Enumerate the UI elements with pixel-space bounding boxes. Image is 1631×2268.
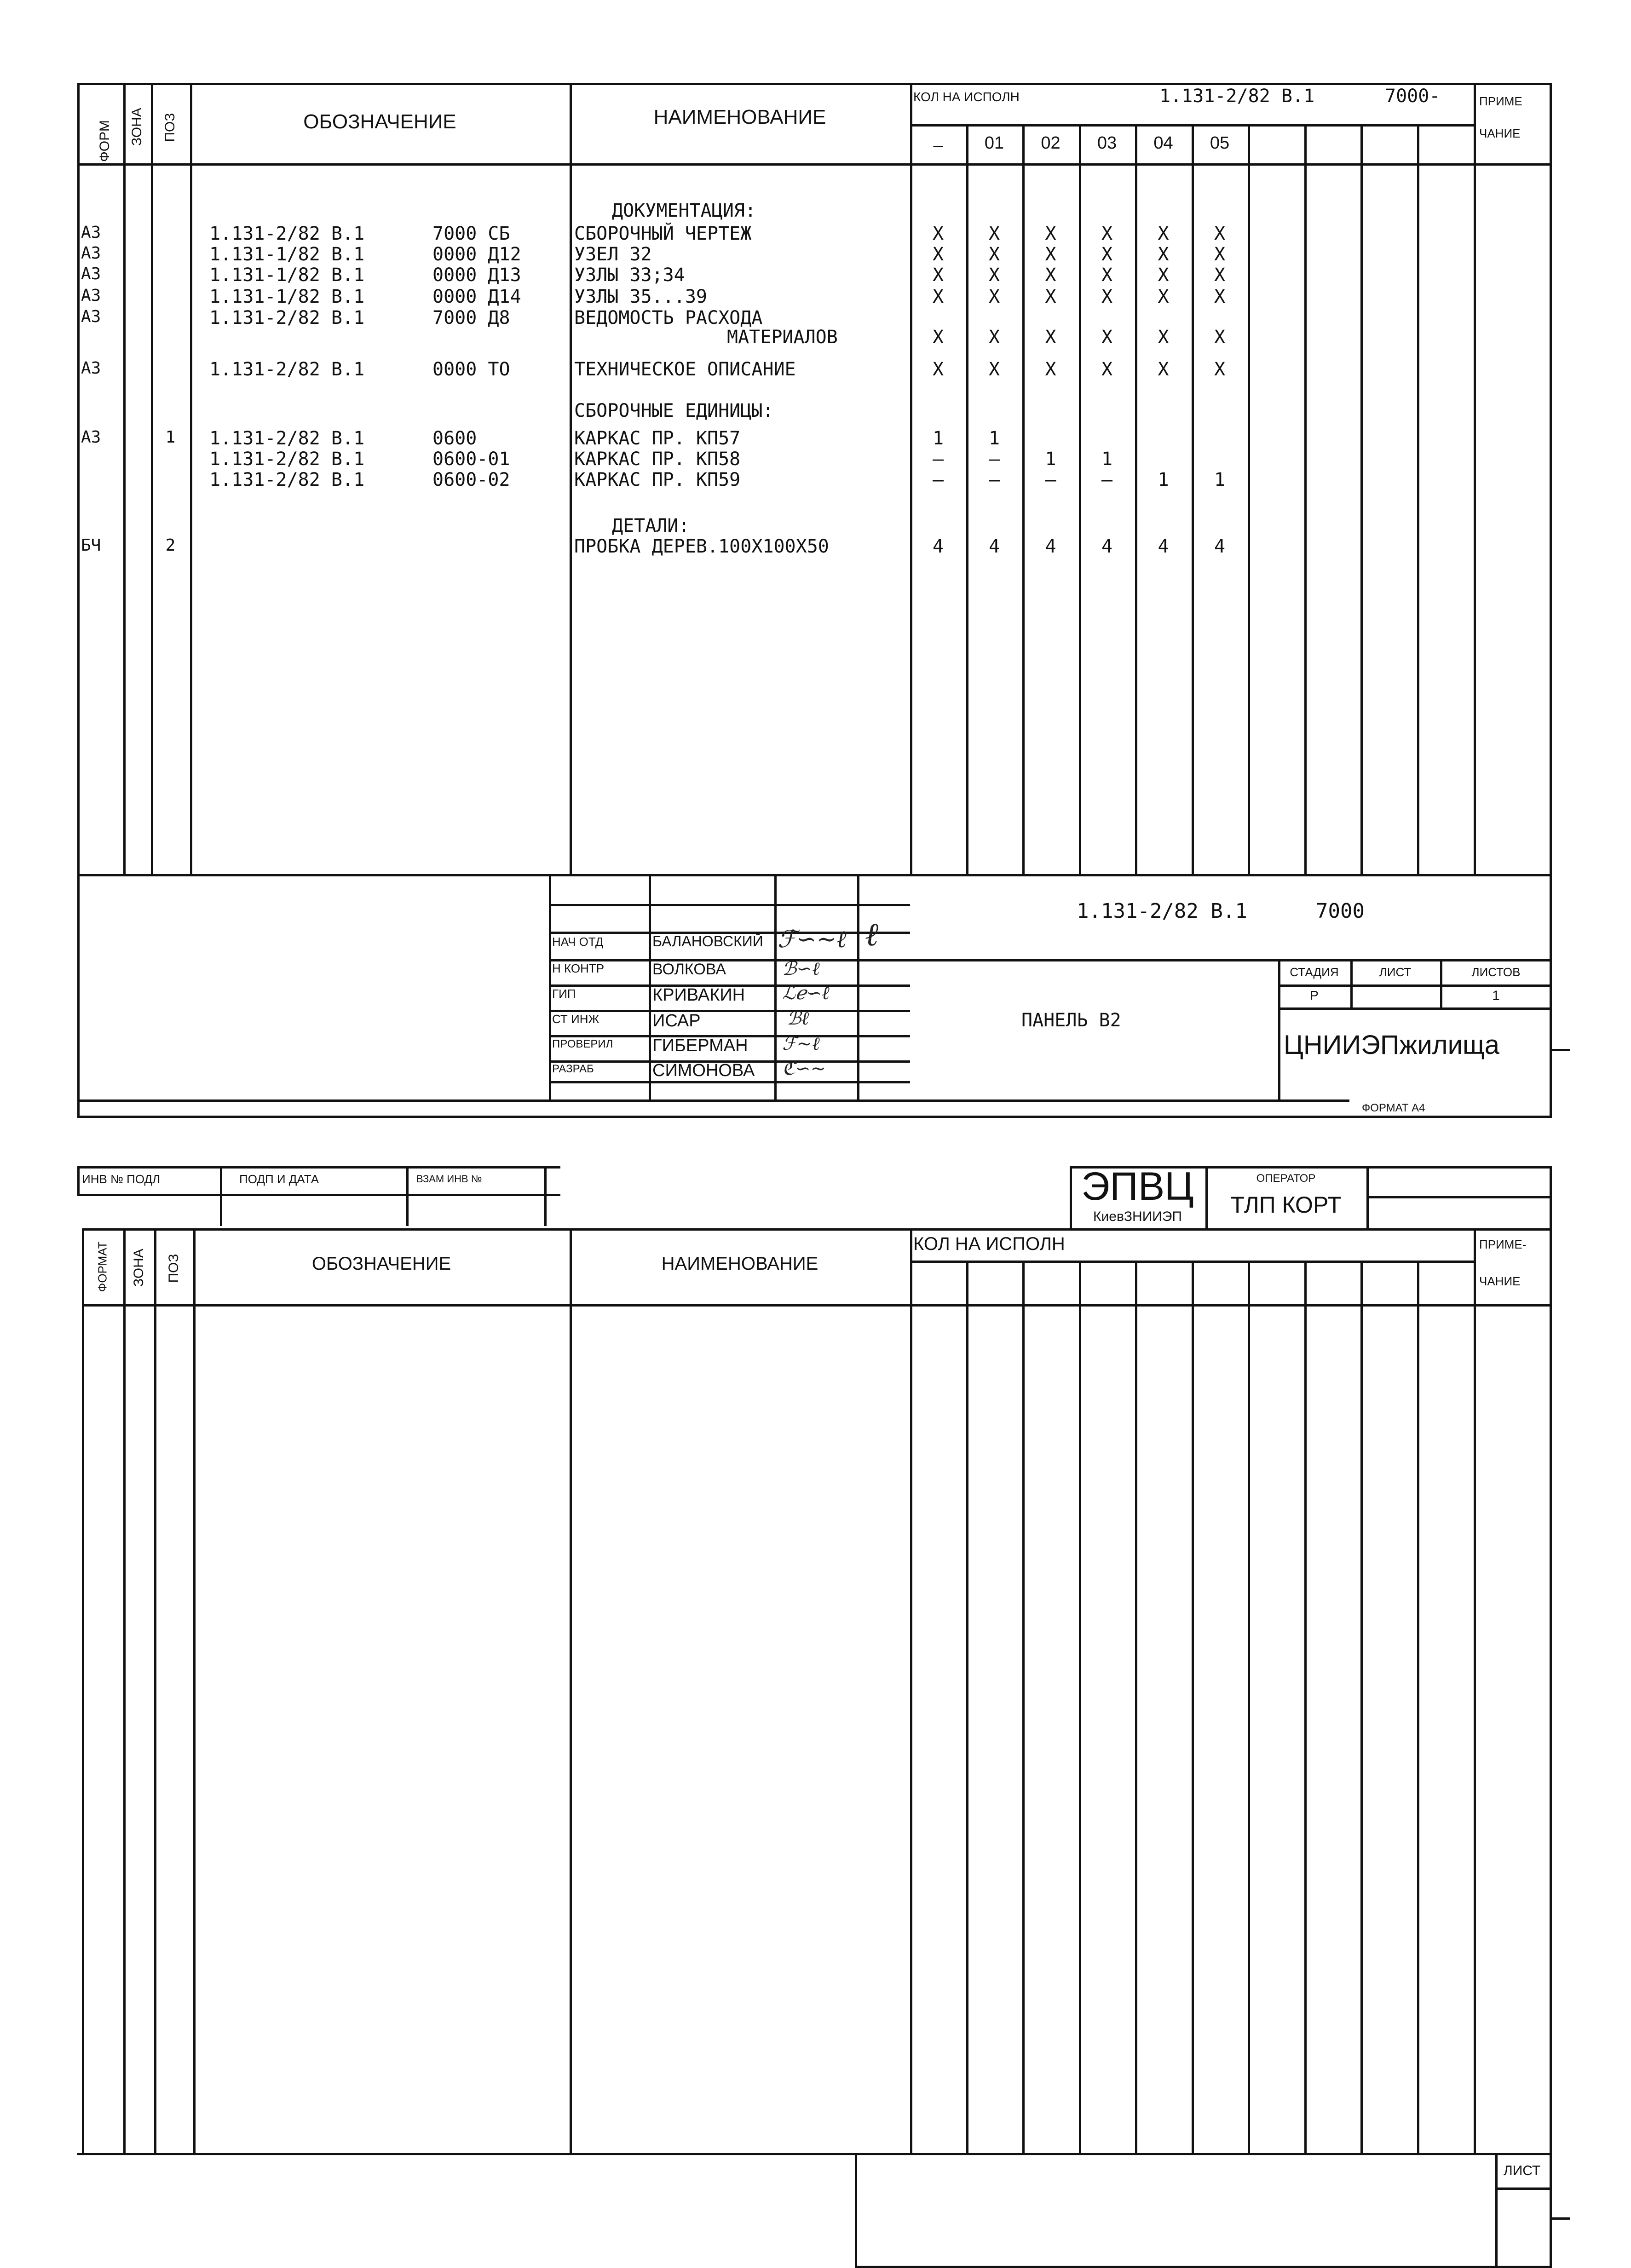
row-designation-suffix: 0000 Д14 [432, 286, 521, 307]
sig-role: Н КОНТР [552, 961, 605, 975]
handwritten-signature: ℭ∽∼ [782, 1058, 826, 1079]
frame-right-line [1550, 83, 1552, 1118]
row-format: А3 [81, 428, 101, 447]
row-designation-code: 1.131-2/82 В.1 [209, 307, 365, 328]
col-line-1 [123, 83, 126, 874]
row-qty-cell: Х [1158, 244, 1169, 265]
variant-header: – [933, 136, 943, 155]
row-designation-suffix: 0000 ТО [432, 359, 510, 380]
strip-line [77, 1194, 560, 1196]
row-qty-cell: Х [1045, 286, 1056, 307]
row-qty-cell: Х [988, 223, 1000, 244]
row-designation-code: 1.131-1/82 В.1 [209, 286, 365, 307]
row-format: А3 [81, 244, 101, 263]
row-format: А3 [81, 286, 101, 305]
s2-qty-col-line [1248, 1261, 1250, 2153]
s2-footer-line [1495, 2153, 1498, 2266]
row-format: А3 [81, 223, 101, 242]
header-format: ФОРМ [97, 120, 112, 162]
sig-name: ГИБЕРМАН [652, 1036, 748, 1055]
row-qty-cell: Х [1045, 265, 1056, 286]
row-name: КАРКАС ПР. КП57 [574, 428, 741, 449]
row-qty-cell: 1 [1214, 469, 1226, 490]
tb-line [857, 874, 859, 1099]
sig-name: ВОЛКОВА [652, 961, 726, 978]
s2-qty-col-line [1079, 1261, 1081, 2153]
variant-header: 02 [1041, 133, 1060, 153]
row-qty-cell: 1 [1045, 449, 1056, 470]
header-qty: КОЛ НА ИСПОЛН [913, 90, 1020, 104]
row-qty-cell: – [932, 449, 944, 470]
s2-top-line [82, 1228, 1552, 1231]
operator-label: ОПЕРАТОР [1256, 1172, 1316, 1185]
row-qty-cell: Х [1101, 327, 1113, 348]
row-qty-cell: Х [932, 286, 944, 307]
strip-line [406, 1166, 409, 1226]
row-qty-cell: – [932, 469, 944, 490]
frame-top-line [77, 83, 1552, 85]
handwritten-signature: ℬ∽ℓ [782, 958, 820, 979]
s2-col-line [1474, 1228, 1476, 2153]
s2-left-line [82, 1228, 84, 2153]
s2-header-pos: ПОЗ [166, 1254, 181, 1283]
row-qty-cell: – [988, 449, 1000, 470]
variant-header: 04 [1153, 133, 1173, 153]
row-qty-cell: – [1045, 469, 1056, 490]
row-format: А3 [81, 359, 101, 378]
row-qty-cell: – [988, 469, 1000, 490]
s2-sheet-label: ЛИСТ [1504, 2163, 1541, 2178]
tb-line [549, 1081, 910, 1083]
header-name: НАИМЕНОВАНИЕ [653, 106, 826, 128]
handwritten-signature: ℒℯ∽ℓ [782, 983, 830, 1004]
row-designation-suffix: 0600-01 [432, 449, 510, 470]
row-name: ДОКУМЕНТАЦИЯ: [612, 200, 756, 221]
operator-value: ТЛП КОРТ [1230, 1192, 1342, 1218]
tb-sheets-value: 1 [1492, 988, 1500, 1003]
header-bottom-line [77, 163, 1552, 166]
row-qty-cell: – [1101, 469, 1113, 490]
variant-header: 01 [984, 133, 1004, 153]
row-designation-suffix: 0000 Д13 [432, 265, 521, 286]
row-qty-cell: Х [1158, 286, 1169, 307]
tb-product-name: ПАНЕЛЬ В2 [1021, 1010, 1121, 1031]
tb-stage-label: СТАДИЯ [1290, 965, 1339, 979]
row-qty-cell: 4 [1101, 536, 1113, 557]
s2-qty-col-line [1135, 1261, 1137, 2153]
tb-line [1278, 1007, 1552, 1010]
sig-role: СТ ИНЖ [552, 1012, 599, 1026]
handwritten-signature: ℱ∼ℓ [782, 1033, 820, 1054]
qty-col-line [1417, 124, 1419, 874]
row-qty-cell: Х [932, 327, 944, 348]
row-qty-cell: Х [932, 359, 944, 380]
tb-line [549, 904, 910, 906]
row-name: УЗЕЛ 32 [574, 244, 652, 265]
s2-qty-col-line [1022, 1261, 1025, 2153]
row-qty-cell: Х [988, 244, 1000, 265]
s2-qty-col-line [1304, 1261, 1307, 2153]
row-qty-cell: Х [1101, 286, 1113, 307]
header-designation: ОБОЗНАЧЕНИЕ [303, 110, 456, 133]
row-qty-cell: Х [932, 244, 944, 265]
s2-header-format: ФОРМАТ [95, 1241, 110, 1292]
header-pos: ПОЗ [162, 113, 178, 142]
s2-footer-line [855, 2153, 857, 2266]
s2-header-name: НАИМЕНОВАНИЕ [661, 1254, 818, 1274]
col-line-3 [190, 83, 192, 874]
row-qty-cell: Х [1045, 359, 1056, 380]
s2-qty-col-line [1417, 1261, 1419, 2153]
row-designation-code: 1.131-2/82 В.1 [209, 359, 365, 380]
row-qty-cell: 1 [1101, 449, 1113, 470]
header-zone: ЗОНА [129, 108, 144, 146]
frame-bottom-line [77, 1116, 1552, 1118]
row-qty-cell: Х [1158, 223, 1169, 244]
row-qty-cell: Х [1214, 223, 1226, 244]
s2-right-line [1550, 1228, 1552, 2268]
strip-line [544, 1166, 547, 1226]
sig-name: ИСАР [652, 1011, 701, 1030]
row-qty-cell: 1 [988, 428, 1000, 449]
row-qty-cell: 4 [1214, 536, 1226, 557]
s2-header-note-2: ЧАНИЕ [1479, 1274, 1521, 1288]
tb-line [1278, 959, 1280, 1099]
row-qty-cell: Х [1158, 265, 1169, 286]
frame-left-line [77, 83, 80, 1118]
row-designation-suffix: 0600 [432, 428, 477, 449]
row-qty-cell: Х [1158, 327, 1169, 348]
handwritten-signature: ℓ [865, 915, 879, 953]
sig-name: КРИВАКИН [652, 985, 745, 1005]
variant-header: 03 [1097, 133, 1117, 153]
row-qty-cell: Х [1045, 223, 1056, 244]
strip-sign-date-label: ПОДП И ДАТА [239, 1172, 319, 1186]
qty-col-line [1360, 124, 1363, 874]
s2-col-line [570, 1228, 572, 2153]
sig-role: ПРОВЕРИЛ [552, 1038, 613, 1050]
s2-header-designation: ОБОЗНАЧЕНИЕ [311, 1254, 451, 1274]
row-qty-cell: Х [988, 359, 1000, 380]
handwritten-signature: ℬℓ [787, 1008, 809, 1029]
row-name: УЗЛЫ 33;34 [574, 265, 685, 286]
row-format: А3 [81, 307, 101, 326]
sig-role: ГИП [552, 987, 576, 1001]
row-name: ДЕТАЛИ: [612, 515, 690, 536]
row-qty-cell: Х [988, 286, 1000, 307]
row-qty-cell: Х [1214, 327, 1226, 348]
s2-qty-col-line [1360, 1261, 1363, 2153]
row-designation-suffix: 7000 Д8 [432, 307, 510, 328]
s2-qty-col-line [1192, 1261, 1194, 2153]
tb-organization: ЦНИИЭПжилища [1284, 1030, 1499, 1060]
row-qty-cell: Х [1045, 244, 1056, 265]
s2-col-line [910, 1228, 912, 2153]
row-format: А3 [81, 265, 101, 283]
strip-inv-label: ИНВ № ПОДЛ [82, 1172, 161, 1186]
row-qty-cell: 1 [932, 428, 944, 449]
row-qty-cell: Х [988, 265, 1000, 286]
tb-line [549, 1010, 910, 1012]
row-qty-cell: Х [1101, 359, 1113, 380]
stamp-sub: КиевЗНИИЭП [1093, 1209, 1182, 1224]
tb-edge-mark [1552, 1049, 1570, 1051]
s2-bottom-line [77, 2153, 859, 2155]
row-qty-cell: Х [1214, 244, 1226, 265]
s2-header-bottom-line [82, 1304, 1552, 1307]
s2-footer-line [1495, 2187, 1552, 2190]
col-line-4 [570, 83, 572, 874]
row-qty-cell: 4 [1045, 536, 1056, 557]
row-designation-code: 1.131-1/82 В.1 [209, 265, 365, 286]
s2-qty-col-line [966, 1261, 968, 2153]
row-name: КАРКАС ПР. КП58 [574, 449, 741, 470]
tb-line [774, 874, 777, 1099]
tb-line [549, 874, 551, 1099]
sig-role: НАЧ ОТД [552, 935, 604, 949]
sig-role: РАЗРАБ [552, 1063, 594, 1075]
row-qty-cell: Х [1214, 359, 1226, 380]
header-doc-code: 1.131-2/82 В.1 [1159, 86, 1315, 107]
row-pos: 2 [165, 536, 176, 555]
s2-col-line [123, 1228, 126, 2153]
row-name: МАТЕРИАЛОВ [727, 327, 838, 348]
row-qty-cell: 4 [988, 536, 1000, 557]
row-designation-suffix: 0600-02 [432, 469, 510, 490]
tb-line [649, 874, 651, 1099]
row-qty-cell: Х [932, 265, 944, 286]
strip-replace-label: ВЗАМ ИНВ № [416, 1173, 482, 1185]
row-qty-cell: 4 [1158, 536, 1169, 557]
tb-sheets-label: ЛИСТОВ [1471, 965, 1521, 979]
sig-name: БАЛАНОВСКИЙ [652, 933, 763, 950]
row-qty-cell: Х [1158, 359, 1169, 380]
row-qty-cell: Х [1214, 265, 1226, 286]
row-qty-cell: Х [1101, 265, 1113, 286]
row-qty-cell: 1 [1158, 469, 1169, 490]
s2-edge-mark [1552, 2217, 1570, 2220]
row-name: ТЕХНИЧЕСКОЕ ОПИСАНИЕ [574, 359, 796, 380]
row-qty-cell: Х [1101, 244, 1113, 265]
row-designation-code: 1.131-1/82 В.1 [209, 244, 365, 265]
row-format: БЧ [81, 536, 101, 555]
header-note-2: ЧАНИЕ [1479, 127, 1521, 140]
row-designation-code: 1.131-2/82 В.1 [209, 428, 365, 449]
tb-format: ФОРМАТ А4 [1362, 1102, 1425, 1114]
s2-header-qty: КОЛ НА ИСПОЛН [913, 1234, 1065, 1254]
col-line-note [1474, 83, 1476, 874]
row-qty-cell: Х [1101, 223, 1113, 244]
row-pos: 1 [165, 428, 176, 447]
frame-inner-bottom-line [77, 1099, 1349, 1102]
tb-line [1278, 984, 1552, 987]
strip-line [220, 1166, 222, 1226]
row-qty-cell: Х [932, 223, 944, 244]
row-qty-cell: Х [1214, 286, 1226, 307]
row-name: СБОРОЧНЫЙ ЧЕРТЕЖ [574, 223, 752, 244]
row-designation-suffix: 0000 Д12 [432, 244, 521, 265]
qty-col-line [1304, 124, 1307, 874]
tb-doc-code: 1.131-2/82 В.1 [1077, 899, 1247, 923]
tb-stage-value: Р [1310, 988, 1319, 1002]
row-designation-suffix: 7000 СБ [432, 223, 510, 244]
row-name: СБОРОЧНЫЕ ЕДИНИЦЫ: [574, 400, 774, 421]
stamp-main: ЭПВЦ [1081, 1164, 1194, 1209]
row-qty-cell: Х [988, 327, 1000, 348]
s2-col-line [154, 1228, 156, 2153]
row-designation-code: 1.131-2/82 В.1 [209, 449, 365, 470]
variant-header: 05 [1210, 133, 1230, 153]
row-name: ВЕДОМОСТЬ РАСХОДА [574, 307, 763, 328]
tb-sheet-label: ЛИСТ [1379, 965, 1412, 979]
row-name: КАРКАС ПР. КП59 [574, 469, 741, 490]
s2-footer-line [855, 2153, 1552, 2155]
row-name: УЗЛЫ 35...39 [574, 286, 707, 307]
row-name: ПРОБКА ДЕРЕВ.100Х100Х50 [574, 536, 829, 557]
sig-name: СИМОНОВА [652, 1061, 755, 1080]
row-designation-code: 1.131-2/82 В.1 [209, 469, 365, 490]
header-doc-num: 7000- [1385, 86, 1441, 107]
col-line-2 [151, 83, 153, 874]
row-qty-cell: 4 [932, 536, 944, 557]
s2-header-zone: ЗОНА [131, 1249, 146, 1287]
handwritten-signature: ℱ∽∼ℓ [778, 926, 847, 953]
row-qty-cell: Х [1045, 327, 1056, 348]
strip-line [77, 1166, 560, 1169]
stamp-line [1366, 1196, 1552, 1198]
s2-header-note-1: ПРИМЕ- [1479, 1238, 1527, 1251]
title-block-top-line [77, 874, 1552, 876]
s2-col-line [193, 1228, 196, 2153]
row-designation-code: 1.131-2/82 В.1 [209, 223, 365, 244]
header-note-1: ПРИМЕ [1479, 94, 1522, 108]
strip-line [77, 1166, 80, 1194]
qty-col-line [1248, 124, 1250, 874]
tb-doc-num: 7000 [1316, 899, 1365, 923]
